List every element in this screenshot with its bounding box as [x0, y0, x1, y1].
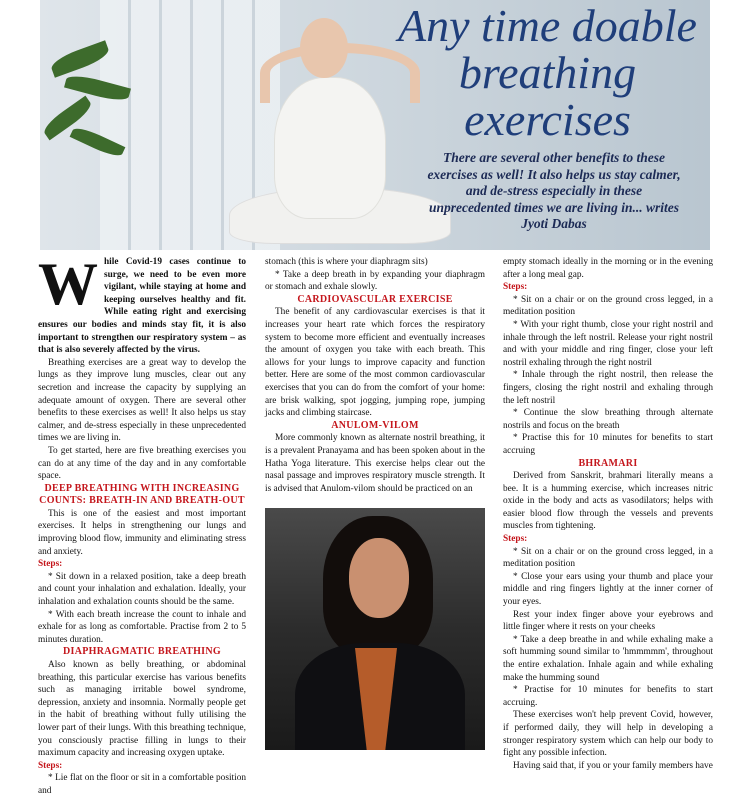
body-paragraph: stomach (this is where your diaphragm sits) — [265, 257, 428, 267]
article-dek: There are several other benefits to these exercises as well! It also helps us stay calmer, and de-stress especially in these unprecedented times we are living in... writes Jyoti Dabas — [427, 150, 681, 231]
section-heading: ANULOM-VILOM — [331, 419, 419, 431]
author-photo — [265, 508, 485, 750]
section-heading: DIAPHRAGMATIC BREATHING — [63, 646, 221, 658]
step-item: * Practise for 10 minutes for benefits to start accruing. — [503, 685, 713, 708]
step-item: * Lie flat on the floor or sit in a comfortable position and — [38, 773, 246, 796]
section-heading: CARDIOVASCULAR EXERCISE — [297, 293, 453, 305]
body-paragraph: Having said that, if you or your family members have — [513, 760, 713, 771]
plant-illustration — [40, 40, 135, 180]
step-item: * Take a deep breathe in and while exhaling make a soft humming sound similar to 'hmmmmm', throughout the entire exhalation. Inhale again and while exhaling make the humming sound — [503, 634, 713, 683]
section-heading: DEEP BREATHING WITH INCREASING COUNTS: BREATH-IN AND BREATH-OUT — [39, 482, 245, 507]
step-item: * Continue the slow breathing through alternate nostrils and focus on the breath — [503, 408, 713, 431]
body-paragraph: To get started, here are five breathing exercises you can do at any time of the day and in any comfortable space. — [38, 445, 246, 482]
body-paragraph: More commonly known as alternate nostril breathing, it is a prevalent Pranayama and has been spoken about in the Hatha Yoga literature. This exercise helps clear out the nasal passage and improves respiratory muscle strength. It is advised that Anulom-vilom should be practiced on an — [265, 433, 485, 494]
step-item: * Inhale through the right nostril, then release the fingers, closing the right nostril and exhaling through the left nostril — [503, 370, 713, 406]
step-item: * Sit on a chair or on the ground cross legged, in a meditation position — [503, 546, 713, 570]
article-column-2 — [265, 256, 485, 495]
body-paragraph: The benefit of any cardiovascular exercises is that it increases your heart rate which forces the respiratory system to become more efficient and eventually increases the amount of oxygen you take with each breath. This allows for your lungs to improve capacity and function better. Here are some of the most common cardiovascular exercises that you can do from the comfort of your home: are brisk walking, spot jogging, jumping rope, jumping jacks and climbing staircase. — [265, 307, 485, 419]
steps-label: Steps: — [503, 282, 528, 293]
section-heading: BHRAMARI — [578, 457, 638, 469]
step-item: * Sit down in a relaxed position, take a deep breath and count your inhalation and exhalation. Ideally, your inhalation and exhalation counts should be the same. — [38, 571, 246, 608]
lead-paragraph: While Covid-19 cases continue to surge, we need to be even more vigilant, while staying at home and keeping ourselves healthy and fit. While eating right and exercising ensures our bodies and minds stay fit, it is also important to strengthen our respiratory system – as that is also severely affected by the virus. — [38, 251, 246, 356]
step-item: * With your right thumb, close your right nostril and inhale through the left nostril. Release your right nostril and with your middle and ring finger, close your left nostril exhaling through the right nostril — [503, 319, 713, 368]
body-paragraph: These exercises won't help prevent Covid, however, if performed daily, they will help in developing a stronger respiratory system which can help our body to fight any possible infection. — [503, 710, 713, 759]
body-paragraph: Also known as belly breathing, or abdominal breathing, this particular exercise has various benefits such as managing irritable bowel syndrome, depression, anxiety and insomnia. Normally people get in the habit of breathing without fully utilising the lower part of their lungs. With this breathing technique, you consciously practise filling in lungs to their maximum capacity and increasing oxygen uptake. — [38, 660, 246, 759]
steps-label: Steps: — [38, 559, 63, 570]
body-paragraph: This is one of the easiest and most important exercises. It helps in strengthening our lungs and improving blood flow, immunity and eliminating stress and anxiety. — [38, 508, 246, 557]
steps-label: Steps: — [503, 534, 528, 545]
step-item: * Take a deep breath in by expanding your diaphragm or stomach and exhale slowly. — [265, 269, 485, 293]
step-item: * Practise this for 10 minutes for benefits to start accruing — [503, 433, 713, 456]
article-column-3 — [503, 256, 713, 772]
step-item: * Sit on a chair or on the ground cross legged, in a meditation position — [503, 294, 713, 318]
article-headline: Any time doable breathing exercises — [398, 0, 697, 145]
step-item: * With each breath increase the count to inhale and exhale for as long as comfortable. Practise from 2 to 5 minutes duration. — [38, 609, 246, 645]
steps-label: Steps: — [38, 760, 63, 771]
step-item: Rest your index finger above your eyebrows and little finger where it rests on your cheeks — [503, 609, 713, 633]
body-paragraph: Derived from Sanskrit, brahmari literally means a bee. It is a humming exercise, which increases nitric oxide in the body and acts as vasodilators; helps with easier blood flow through the vessels and prevents muscles from tightening. — [503, 471, 713, 532]
article-column-1 — [38, 251, 246, 798]
body-paragraph: Breathing exercises are a great way to develop the lungs as they improve lung muscles, clear out any secretion and increase the capacity by supplying an adequate amount of oxygen. There are several other benefits to these exercises as well! It also helps us stay calmer, and de-stress especially in these unprecedented times we are living in. — [38, 357, 246, 444]
drop-cap: W — [38, 251, 98, 317]
body-paragraph: empty stomach ideally in the morning or in the evening after a long meal gap. — [503, 257, 713, 280]
step-item: * Close your ears using your thumb and place your middle and ring fingers lightly at the inner corner of your eyes. — [503, 571, 713, 608]
